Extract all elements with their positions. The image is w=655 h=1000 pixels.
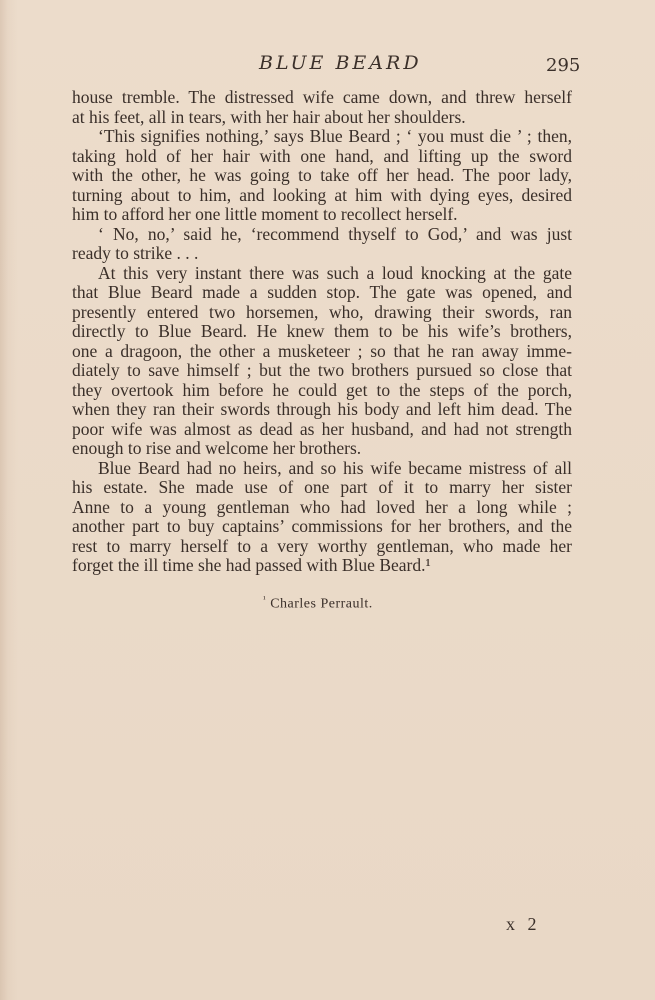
text-line: taking hold of her hair with one hand, and lifting up the sword <box>72 145 572 166</box>
text-line: at his feet, all in tears, with her hair about her shoulders. <box>72 106 466 127</box>
text-line: Blue Beard had no heirs, and so his wife became mistress of all <box>98 457 572 478</box>
text-line: with the other, he was going to take off her head. The poor lady, <box>72 165 572 185</box>
text-line: directly to Blue Beard. He knew them to be his wife’s brothers, <box>72 321 572 341</box>
text-line: Anne to a young gentleman who had loved her a long while ; <box>72 496 572 517</box>
text-line: turning about to him, and looking at him with dying eyes, desired <box>72 184 572 205</box>
text-line: one a dragoon, the other a musketeer ; so that he ran away imme- <box>72 340 572 361</box>
text-line: poor wife was almost as dead as her husband, and had not strength <box>72 418 572 439</box>
text-line: presently entered two horsemen, who, drawing their swords, ran <box>72 301 572 322</box>
footnote-text: Charles Perrault. <box>270 596 373 612</box>
text-line: ready to strike . . . <box>72 243 199 263</box>
text-line: they overtook him before he could get to the steps of the porch, <box>72 379 572 400</box>
body-text <box>72 88 572 576</box>
text-line: that Blue Beard made a sudden stop. The gate was opened, and <box>72 282 572 302</box>
text-line: ‘This signifies nothing,’ says Blue Beard ; ‘ you must die ’ ; then, <box>98 126 572 146</box>
signature-mark: x 2 <box>506 914 541 934</box>
text-line: forget the ill time she had passed with Blue Beard.¹ <box>72 555 431 575</box>
text-line: house tremble. The distressed wife came down, and threw herself <box>72 87 572 107</box>
text-line: him to afford her one little moment to recollect herself. <box>72 204 458 224</box>
text-line: ‘ No, no,’ said he, ‘recommend thyself to God,’ and was just <box>98 223 572 244</box>
text-line: another part to buy captains’ commissions for her brothers, and the <box>72 516 572 536</box>
text-line: At this very instant there was such a loud knocking at the gate <box>98 262 572 283</box>
running-head-title: BLUE BEARD <box>259 52 422 74</box>
page-number: 295 <box>546 55 581 76</box>
text-line: diately to save himself ; but the two brothers pursued so close that <box>72 360 572 380</box>
text-line: when they ran their swords through his body and left him dead. The <box>72 399 572 419</box>
footnote-marker: ¹ <box>263 594 267 604</box>
footnote <box>263 594 373 613</box>
running-head <box>0 52 655 78</box>
text-line: his estate. She made use of one part of it to marry her sister <box>72 477 572 497</box>
text-line: rest to marry herself to a very worthy gentleman, who made her <box>72 535 572 556</box>
text-line: enough to rise and welcome her brothers. <box>72 438 362 458</box>
